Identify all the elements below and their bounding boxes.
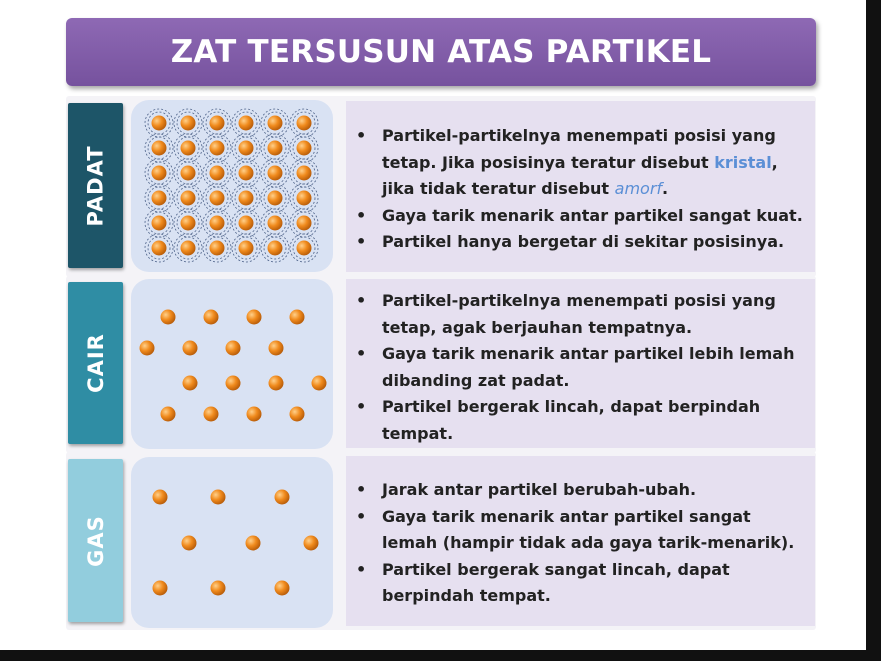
- gas-particle: [304, 536, 319, 551]
- solid-particle: [268, 141, 283, 156]
- solid-particle: [181, 116, 196, 131]
- solid-particle: [210, 141, 225, 156]
- bottom-border: [0, 650, 881, 661]
- solid-particle: [239, 166, 254, 181]
- solid-particle: [210, 191, 225, 206]
- solid-particle: [210, 216, 225, 231]
- liquid-particle: [183, 341, 198, 356]
- label-padat-text: PADAT: [83, 144, 108, 227]
- solid-particle: [181, 216, 196, 231]
- liquid-particle: [312, 376, 327, 391]
- bullet-gas-3: • Partikel bergerak sangat lincah, dapat berpindah tempat.: [356, 559, 730, 605]
- solid-particle: [239, 216, 254, 231]
- label-gas: [68, 459, 123, 622]
- liquid-particle: [204, 310, 219, 325]
- label-gas-text: GAS: [83, 514, 108, 567]
- liquid-particle: [161, 407, 176, 422]
- bullet-list-gas: [356, 477, 809, 610]
- solid-particle: [152, 216, 167, 231]
- diagram-cair: [131, 279, 333, 449]
- gas-particle: [275, 490, 290, 505]
- bullet-gas-1: • Jarak antar partikel berubah-ubah.: [356, 480, 697, 499]
- liquid-particle: [247, 407, 262, 422]
- liquid-particle: [204, 407, 219, 422]
- gas-particles: [131, 457, 333, 628]
- gas-particle: [246, 536, 261, 551]
- padat-particles: [131, 100, 333, 272]
- solid-particle: [239, 116, 254, 131]
- solid-particle: [268, 216, 283, 231]
- title-bar: [66, 18, 816, 86]
- solid-particle: [297, 241, 312, 256]
- gas-particle: [211, 490, 226, 505]
- solid-particle: [239, 241, 254, 256]
- solid-particle: [181, 191, 196, 206]
- gas-particle: [275, 581, 290, 596]
- label-cair-text: CAIR: [83, 333, 108, 393]
- bullet-padat-2: • Gaya tarik menarik antar partikel sangat kuat.: [356, 205, 803, 225]
- bullet-cair-2: • Gaya tarik menarik antar partikel lebih lemah dibanding zat padat.: [356, 344, 795, 390]
- solid-particle: [152, 166, 167, 181]
- liquid-particle: [290, 310, 305, 325]
- liquid-particle: [226, 341, 241, 356]
- liquid-particle: [269, 376, 284, 391]
- solid-particle: [297, 191, 312, 206]
- solid-particle: [181, 166, 196, 181]
- bullet-gas-2: • Gaya tarik menarik antar partikel sangat lemah (hampir tidak ada gaya tarik-menarik).: [356, 506, 795, 552]
- bullet-padat-3: • Partikel hanya bergetar di sekitar posisinya.: [356, 232, 785, 251]
- text-panel-gas: [346, 456, 815, 626]
- diagram-padat: [131, 100, 333, 272]
- solid-particle: [268, 166, 283, 181]
- liquid-particle: [290, 407, 305, 422]
- solid-particle: [239, 141, 254, 156]
- solid-particle: [210, 116, 225, 131]
- solid-particle: [239, 191, 254, 206]
- label-cair: [68, 282, 123, 444]
- liquid-particle: [247, 310, 262, 325]
- solid-particle: [297, 141, 312, 156]
- bullet-list-cair: [356, 288, 809, 447]
- slide-title: ZAT TERSUSUN ATAS PARTIKEL: [170, 34, 712, 70]
- gas-particle: [211, 581, 226, 596]
- bullet-list-padat: [356, 123, 809, 256]
- liquid-particle: [183, 376, 198, 391]
- right-border: [866, 0, 881, 661]
- diagram-gas: [131, 457, 333, 628]
- liquid-particle: [269, 341, 284, 356]
- liquid-particle: [226, 376, 241, 391]
- solid-particle: [297, 166, 312, 181]
- text-panel-cair: [346, 279, 815, 448]
- term-kristal: kristal: [714, 152, 772, 172]
- label-padat: [68, 103, 123, 268]
- solid-particle: [152, 141, 167, 156]
- solid-particle: [152, 191, 167, 206]
- bullet-padat-1: • Partikel-partikelnya menempati posisi yang tetap. Jika posisinya teratur disebut kristal, jika tidak teratur disebut amorf.: [356, 126, 778, 198]
- solid-particle: [181, 141, 196, 156]
- cair-particles: [131, 279, 333, 449]
- bullet-cair-3: • Partikel bergerak lincah, dapat berpindah tempat.: [356, 397, 761, 443]
- solid-particle: [268, 116, 283, 131]
- solid-particle: [297, 216, 312, 231]
- solid-particle: [210, 241, 225, 256]
- liquid-particle: [140, 341, 155, 356]
- bullet-cair-1: • Partikel-partikelnya menempati posisi yang tetap, agak berjauhan tempatnya.: [356, 291, 776, 337]
- liquid-particle: [161, 310, 176, 325]
- solid-particle: [152, 116, 167, 131]
- solid-particle: [297, 116, 312, 131]
- gas-particle: [153, 581, 168, 596]
- gas-particle: [153, 490, 168, 505]
- solid-particle: [152, 241, 167, 256]
- solid-particle: [268, 241, 283, 256]
- solid-particle: [268, 191, 283, 206]
- text-panel-padat: [346, 101, 815, 272]
- solid-particle: [181, 241, 196, 256]
- term-amorf: amorf: [614, 179, 663, 198]
- gas-particle: [182, 536, 197, 551]
- solid-particle: [210, 166, 225, 181]
